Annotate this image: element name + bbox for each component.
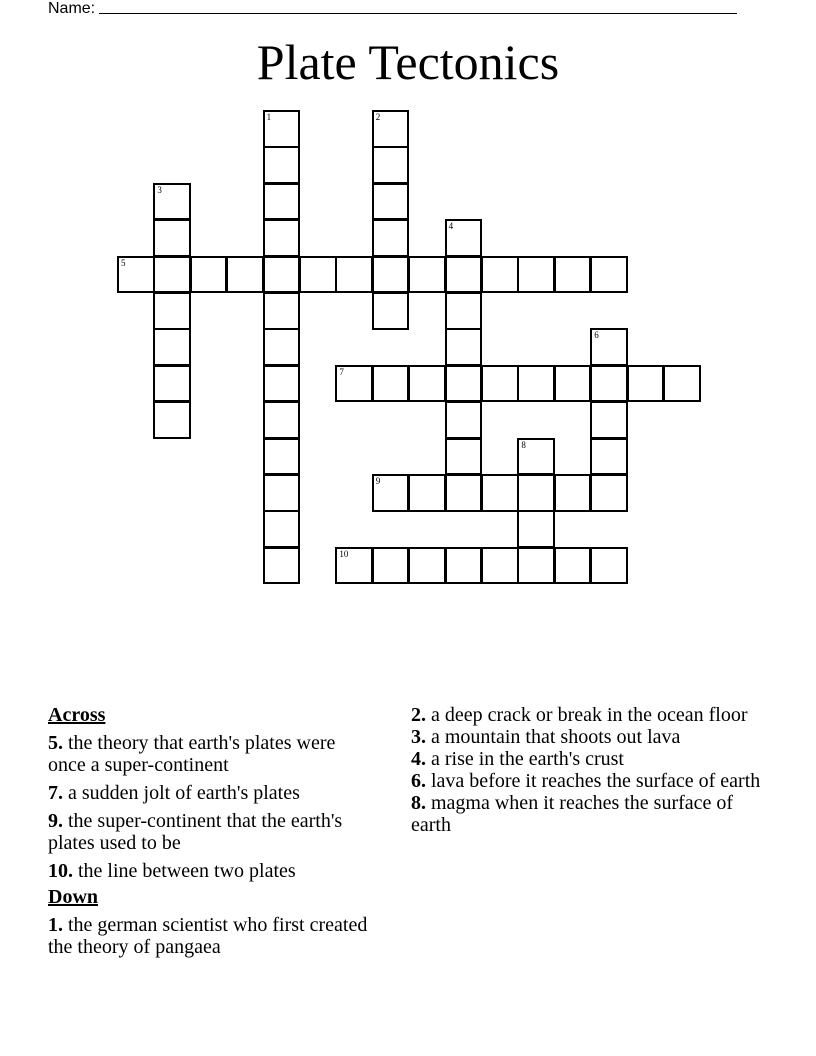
grid-cell[interactable] xyxy=(372,219,410,257)
clue-number: 2 xyxy=(375,112,381,122)
grid-cell[interactable] xyxy=(517,547,555,585)
grid-cell[interactable] xyxy=(263,146,301,184)
grid-cell[interactable] xyxy=(263,256,301,294)
grid-cell[interactable] xyxy=(263,328,301,366)
grid-cell[interactable] xyxy=(517,365,555,403)
grid-cell[interactable] xyxy=(590,438,628,476)
grid-cell[interactable] xyxy=(517,438,555,476)
clue-down-1: 1. the german scientist who first created the theory of pangaea xyxy=(48,914,368,958)
grid-cell[interactable] xyxy=(263,183,301,221)
grid-cell[interactable] xyxy=(372,365,410,403)
name-blank-line xyxy=(99,0,737,14)
grid-cell[interactable] xyxy=(263,438,301,476)
grid-cell[interactable] xyxy=(263,474,301,512)
grid-cell[interactable] xyxy=(372,474,410,512)
page-title: Plate Tectonics xyxy=(256,34,560,90)
grid-cell[interactable] xyxy=(335,256,373,294)
grid-cell[interactable] xyxy=(263,365,301,403)
grid-cell[interactable] xyxy=(517,510,555,548)
clue-number: 1 xyxy=(266,112,272,122)
grid-cell[interactable] xyxy=(445,365,483,403)
grid-cell[interactable] xyxy=(590,401,628,439)
grid-cell[interactable] xyxy=(263,510,301,548)
clue-down-6: 6. lava before it reaches the surface of earth xyxy=(411,770,761,792)
grid-cell[interactable] xyxy=(372,183,410,221)
grid-cell[interactable] xyxy=(517,474,555,512)
clue-across-9: 9. the super-continent that the earth's plates used to be xyxy=(48,810,343,854)
clue-number: 3 xyxy=(157,184,162,195)
grid-cell[interactable] xyxy=(663,365,701,403)
grid-cell[interactable] xyxy=(153,219,191,257)
grid-cell[interactable] xyxy=(590,256,628,294)
grid-cell[interactable] xyxy=(517,256,555,294)
clue-number: 7 xyxy=(339,366,344,377)
clues-left-column xyxy=(48,704,368,964)
grid-cell[interactable] xyxy=(627,365,665,403)
grid-cell[interactable] xyxy=(590,547,628,585)
grid-cell[interactable] xyxy=(153,183,191,221)
grid-cell[interactable] xyxy=(554,474,592,512)
down-heading: Down xyxy=(48,886,99,908)
grid-cell[interactable] xyxy=(481,256,519,294)
grid-cell[interactable] xyxy=(335,365,373,403)
grid-cell[interactable] xyxy=(445,474,483,512)
clue-down-2: 2. a deep crack or break in the ocean floor xyxy=(411,704,748,726)
clue-down-4: 4. a rise in the earth's crust xyxy=(411,748,624,770)
clue-down-3: 3. a mountain that shoots out lava xyxy=(411,726,681,748)
grid-cell[interactable] xyxy=(372,110,410,148)
grid-cell[interactable] xyxy=(590,365,628,403)
grid-cell[interactable] xyxy=(554,256,592,294)
grid-cell[interactable] xyxy=(445,547,483,585)
grid-cell[interactable] xyxy=(263,219,301,257)
clue-number: 6 xyxy=(594,330,599,341)
grid-cell[interactable] xyxy=(445,438,483,476)
clue-across-7: 7. a sudden jolt of earth's plates xyxy=(48,782,300,804)
clue-number: 4 xyxy=(448,221,454,232)
grid-cell[interactable] xyxy=(408,256,446,294)
clue-number: 5 xyxy=(121,257,126,268)
grid-cell[interactable] xyxy=(481,547,519,585)
clue-down-8: 8. magma when it reaches the surface of earth xyxy=(411,792,734,836)
grid-cell[interactable] xyxy=(153,401,191,439)
grid-cell[interactable] xyxy=(299,256,337,294)
grid-cell[interactable] xyxy=(335,547,373,585)
grid-cell[interactable] xyxy=(153,256,191,294)
grid-cell[interactable] xyxy=(554,547,592,585)
grid-cell[interactable] xyxy=(408,547,446,585)
grid-cell[interactable] xyxy=(226,256,264,294)
grid-cell[interactable] xyxy=(408,365,446,403)
name-field xyxy=(48,0,737,18)
across-heading: Across xyxy=(48,704,106,726)
grid-cell[interactable] xyxy=(372,146,410,184)
grid-cell[interactable] xyxy=(190,256,228,294)
grid-cell[interactable] xyxy=(153,365,191,403)
grid-cell[interactable] xyxy=(153,292,191,330)
grid-cell[interactable] xyxy=(554,365,592,403)
grid-cell[interactable] xyxy=(445,219,483,257)
grid-cell[interactable] xyxy=(263,110,301,148)
grid-cell[interactable] xyxy=(445,328,483,366)
grid-cell[interactable] xyxy=(263,401,301,439)
grid-cell[interactable] xyxy=(590,474,628,512)
clue-number: 8 xyxy=(521,439,526,450)
grid-cell[interactable] xyxy=(372,256,410,294)
grid-cell[interactable] xyxy=(372,292,410,330)
grid-cell[interactable] xyxy=(481,474,519,512)
grid-cell[interactable] xyxy=(481,365,519,403)
grid-cell[interactable] xyxy=(153,328,191,366)
clue-across-5: 5. the theory that earth's plates were once a super-continent xyxy=(48,732,336,776)
name-label: Name: xyxy=(48,0,96,17)
grid-cell[interactable] xyxy=(590,328,628,366)
grid-cell[interactable] xyxy=(117,256,155,294)
grid-cell[interactable] xyxy=(408,474,446,512)
grid-cell[interactable] xyxy=(445,401,483,439)
grid-cell[interactable] xyxy=(263,547,301,585)
clue-number: 9 xyxy=(375,476,381,486)
grid-cell[interactable] xyxy=(445,256,483,294)
grid-cell[interactable] xyxy=(445,292,483,330)
clue-across-10: 10. the line between two plates xyxy=(48,860,296,882)
grid-cell[interactable] xyxy=(372,547,410,585)
clues-right-column xyxy=(411,704,771,836)
grid-cell[interactable] xyxy=(263,292,301,330)
clue-number: 10 xyxy=(339,548,349,559)
